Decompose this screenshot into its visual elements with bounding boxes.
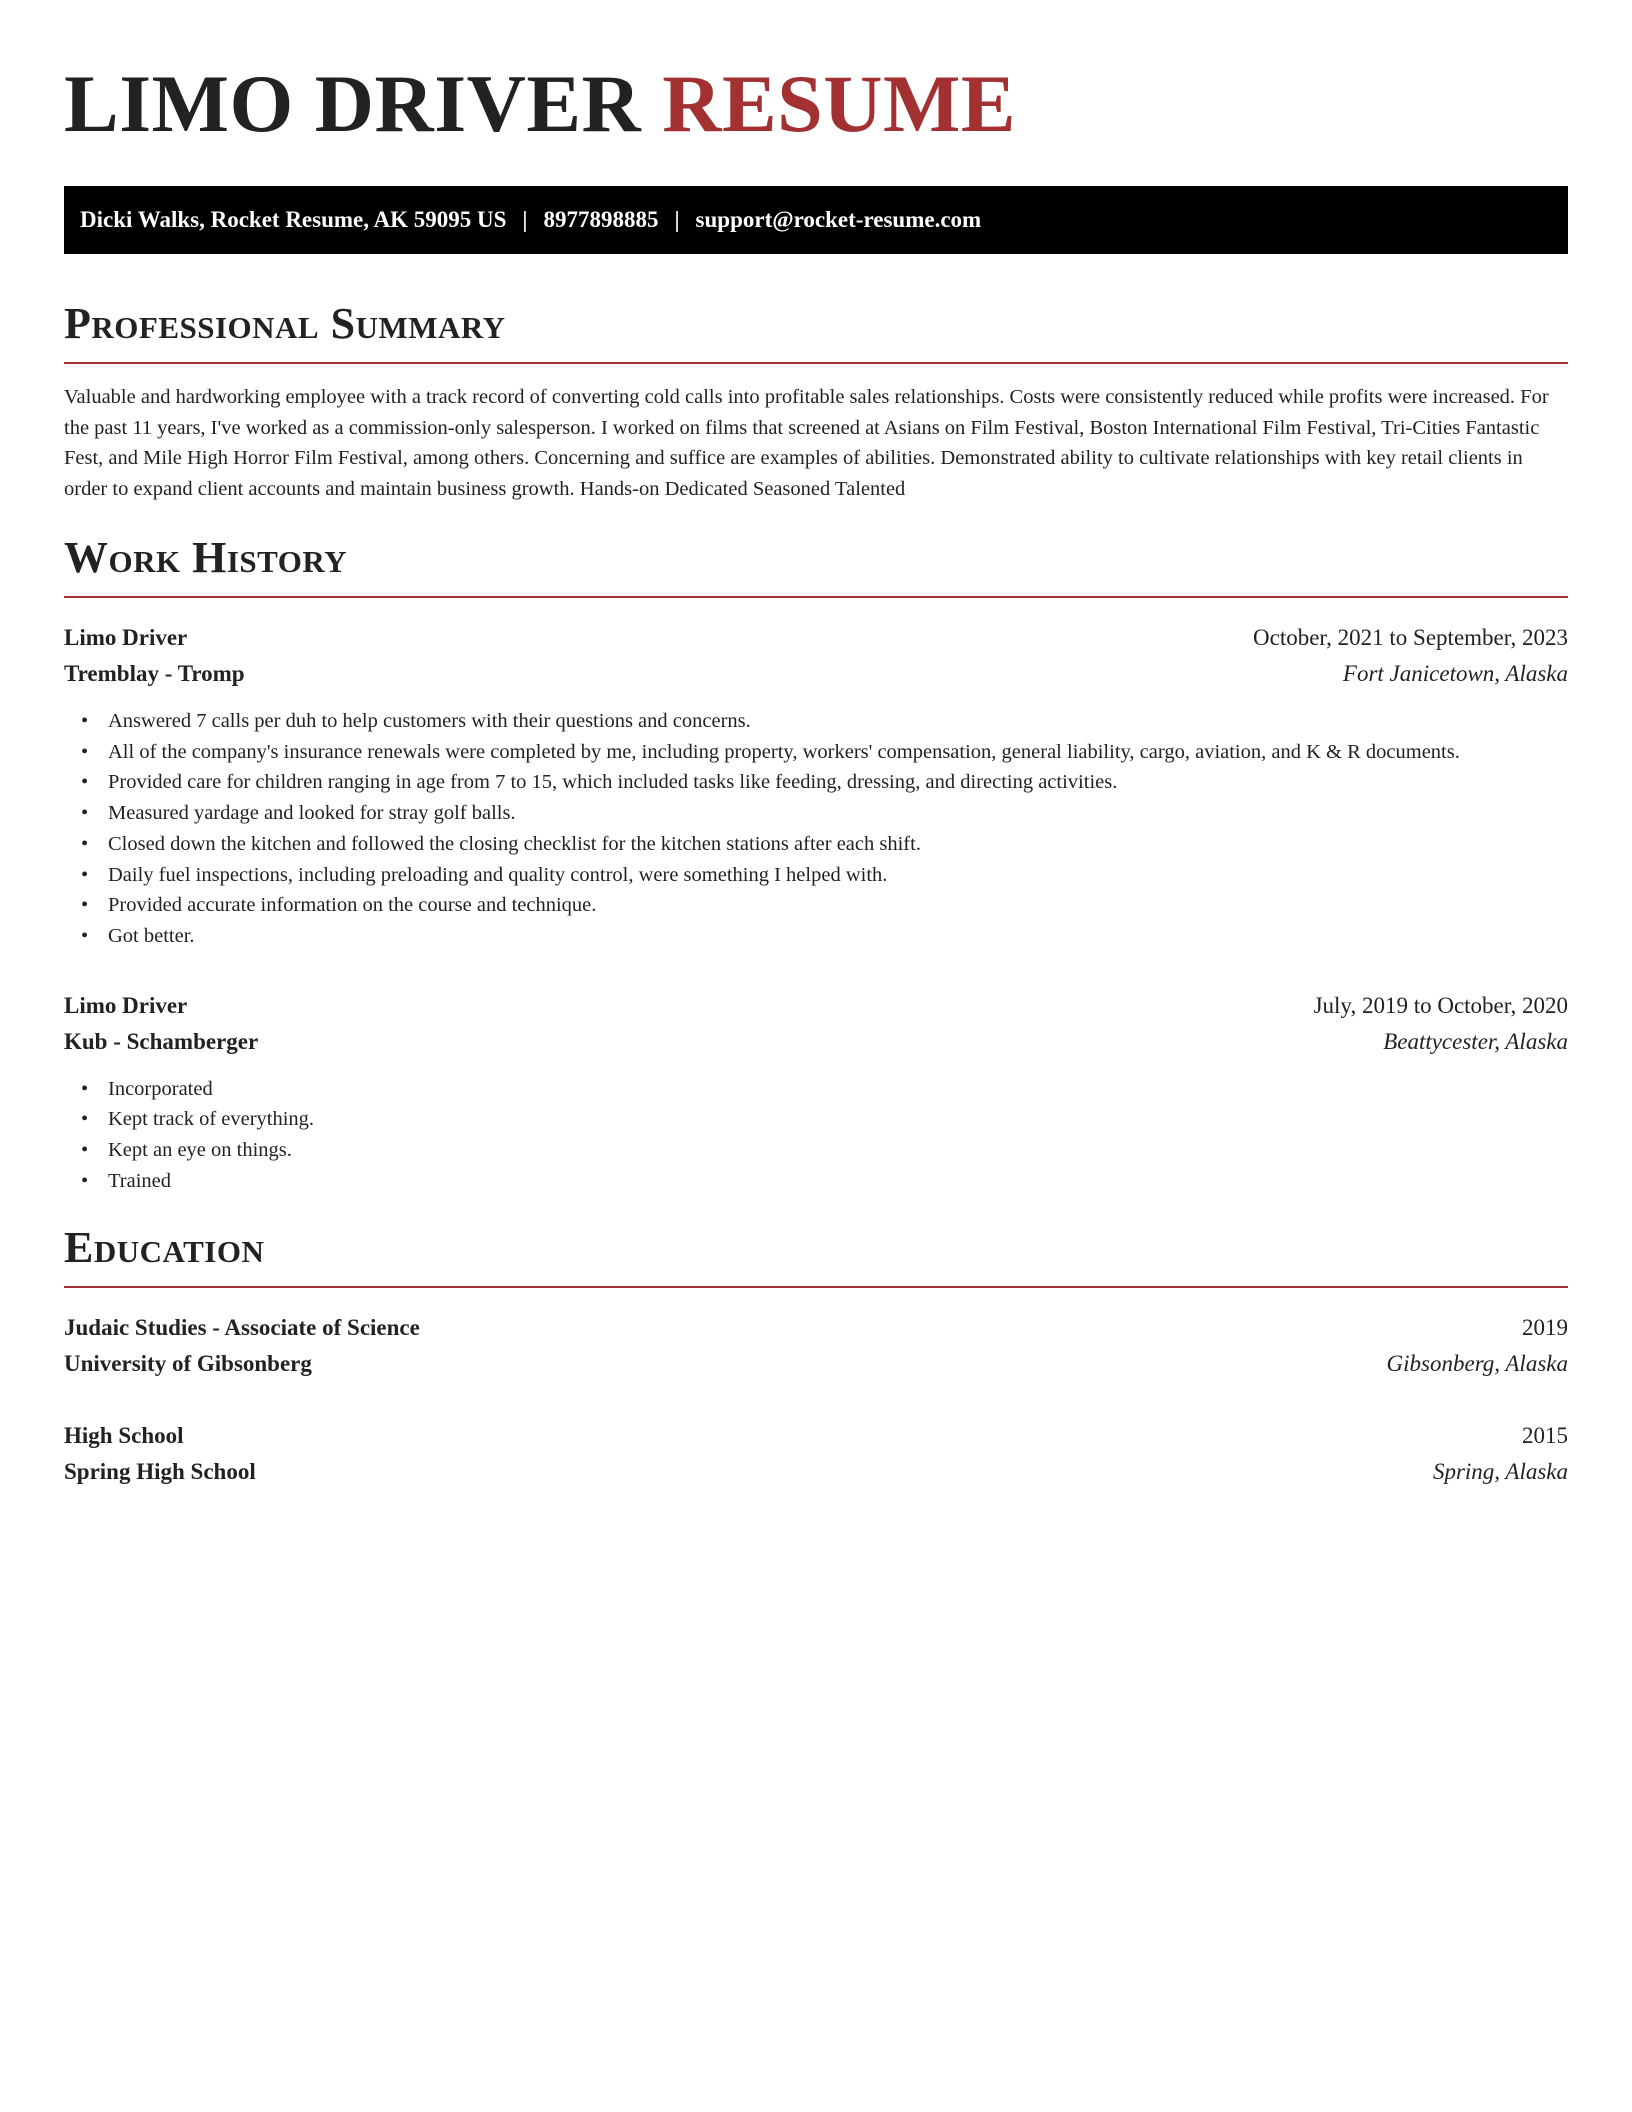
duty-text: Kept an eye on things. bbox=[108, 1139, 292, 1162]
job-dates: July, 2019 to October, 2020 bbox=[1313, 992, 1568, 1018]
education-degree: High School bbox=[64, 1423, 184, 1449]
education-year: 2019 bbox=[1522, 1315, 1568, 1341]
duty-text: Measured yardage and looked for stray golf balls. bbox=[108, 802, 516, 825]
title-job: LIMO DRIVER bbox=[64, 58, 642, 149]
job-header-row bbox=[64, 620, 1568, 656]
contact-address: Dicki Walks, Rocket Resume, AK 59095 US bbox=[80, 207, 507, 232]
job-company: Kub - Schamberger bbox=[64, 1028, 259, 1054]
job-header-row bbox=[64, 988, 1568, 1024]
list-item bbox=[64, 921, 1568, 952]
work-history-heading: Work History bbox=[64, 533, 348, 582]
contact-phone[interactable]: 8977898885 bbox=[543, 207, 659, 232]
bullet-dot-icon: • bbox=[81, 1139, 89, 1162]
bullet-dot-icon: • bbox=[81, 924, 89, 947]
list-item bbox=[64, 767, 1568, 798]
education-heading: Education bbox=[64, 1223, 265, 1273]
list-item bbox=[64, 1074, 1568, 1105]
duty-text: Daily fuel inspections, including preloading and quality control, were something I helped with. bbox=[108, 863, 888, 886]
job-location: Fort Janicetown, Alaska bbox=[1342, 661, 1568, 686]
job-company-row bbox=[64, 1024, 1568, 1060]
education-year: 2015 bbox=[1522, 1423, 1568, 1449]
education-degree: Judaic Studies - Associate of Science bbox=[64, 1315, 420, 1341]
job-title: Limo Driver bbox=[64, 992, 188, 1018]
list-item bbox=[64, 798, 1568, 829]
education-school: Spring High School bbox=[64, 1459, 256, 1485]
list-item bbox=[64, 1135, 1568, 1166]
education-entry bbox=[64, 1310, 1568, 1382]
bullet-dot-icon: • bbox=[81, 1108, 89, 1131]
list-item bbox=[64, 860, 1568, 891]
title-resume-word: RESUME bbox=[662, 58, 1017, 149]
summary-text: Valuable and hardworking employee with a track record of converting cold calls into profitable sales relationships. Costs were consistently reduced while profits were increased. For the past 11 years, I've worked as a commission-only salesperson. I worked on films that screened at Asians on Film Festival, Boston International Film Festival, Tri-Cities Fantastic Fest, and Mile High Horror Film Festival, among others. Concerning and suffice are examples of abilities. Demonstrated ability to cultivate relationships with key retail clients in order to expand client accounts and maintain business growth. Hands-on Dedicated Seasoned Talented bbox=[64, 386, 1549, 500]
resume-title bbox=[64, 0, 1568, 152]
section-divider bbox=[64, 362, 1568, 364]
duty-text: Answered 7 calls per duh to help customers with their questions and concerns. bbox=[108, 710, 751, 732]
job-dates: October, 2021 to September, 2023 bbox=[1253, 625, 1568, 650]
bullet-dot-icon: • bbox=[81, 894, 89, 917]
education-school-row bbox=[64, 1346, 1568, 1382]
duty-text: Incorporated bbox=[108, 1077, 213, 1100]
education-school-row bbox=[64, 1454, 1568, 1490]
bullet-dot-icon: • bbox=[81, 1077, 89, 1100]
bullet-dot-icon: • bbox=[81, 740, 89, 763]
contact-bar bbox=[64, 186, 1568, 254]
list-item bbox=[64, 1104, 1568, 1135]
job-entry bbox=[64, 620, 1568, 952]
duty-text: Trained bbox=[108, 1169, 172, 1192]
duty-text: Provided care for children ranging in age from 7 to 15, which included tasks like feeding, dressing, and directing activities. bbox=[108, 771, 1118, 794]
duty-text: Got better. bbox=[108, 924, 195, 947]
bullet-dot-icon: • bbox=[81, 832, 89, 855]
education-location: Spring, Alaska bbox=[1432, 1459, 1568, 1485]
job-duties-list bbox=[64, 1074, 1568, 1197]
job-company: Tremblay - Tromp bbox=[64, 661, 245, 686]
duty-text: Provided accurate information on the course and technique. bbox=[108, 894, 597, 917]
bullet-dot-icon: • bbox=[81, 802, 89, 825]
bullet-dot-icon: • bbox=[81, 771, 89, 794]
duty-text: Kept track of everything. bbox=[108, 1108, 315, 1131]
list-item bbox=[64, 829, 1568, 860]
list-item bbox=[64, 1166, 1568, 1197]
duty-text: All of the company's insurance renewals were completed by me, including property, workers' compensation, general liability, cargo, aviation, and K & R documents. bbox=[108, 740, 1460, 763]
job-company-row bbox=[64, 656, 1568, 692]
contact-separator: | bbox=[522, 207, 528, 232]
bullet-dot-icon: • bbox=[81, 863, 89, 886]
contact-email[interactable]: support@rocket-resume.com bbox=[695, 207, 982, 232]
education-school: University of Gibsonberg bbox=[64, 1351, 312, 1377]
job-location: Beattycester, Alaska bbox=[1383, 1028, 1568, 1054]
job-duties-list bbox=[64, 706, 1568, 952]
bullet-dot-icon: • bbox=[81, 1169, 89, 1192]
education-header-row bbox=[64, 1310, 1568, 1346]
education-entry bbox=[64, 1418, 1568, 1490]
contact-separator: | bbox=[674, 207, 680, 232]
section-divider bbox=[64, 596, 1568, 598]
education-location: Gibsonberg, Alaska bbox=[1386, 1351, 1568, 1377]
bullet-dot-icon: • bbox=[81, 710, 89, 732]
job-title: Limo Driver bbox=[64, 625, 188, 650]
list-item bbox=[64, 890, 1568, 921]
duty-text: Closed down the kitchen and followed the closing checklist for the kitchen stations after each shift. bbox=[108, 832, 921, 855]
summary-heading: Professional Summary bbox=[64, 299, 506, 348]
list-item bbox=[64, 737, 1568, 768]
section-divider bbox=[64, 1286, 1568, 1288]
education-header-row bbox=[64, 1418, 1568, 1454]
job-entry bbox=[64, 988, 1568, 1197]
list-item bbox=[64, 706, 1568, 737]
